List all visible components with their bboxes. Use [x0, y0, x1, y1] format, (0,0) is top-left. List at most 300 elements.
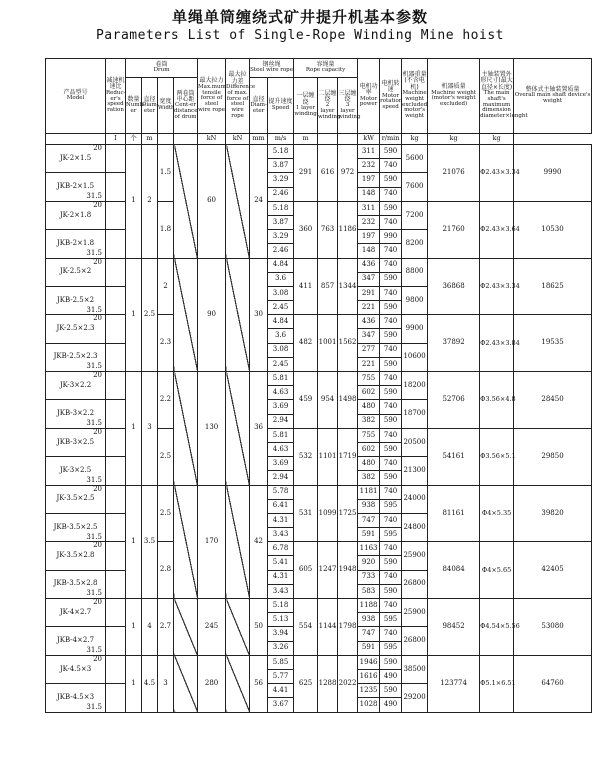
rotation-cell: 590 [380, 272, 402, 286]
rotation-cell: 595 [380, 528, 402, 542]
ratio-cell [106, 343, 126, 371]
drum-diameter: 2.5 [142, 258, 158, 372]
capacity-layer-2: 763 [318, 201, 338, 258]
power-cell: 347 [358, 272, 380, 286]
header-tension: 最大拉力 Max.mum tensile force of steel wire rope [198, 59, 226, 134]
rotation-cell: 740 [380, 457, 402, 471]
rotation-cell: 595 [380, 641, 402, 655]
speed-cell: 3.69 [268, 400, 294, 414]
header-layer-1: 一层缠绕 1 layer winding [294, 78, 318, 134]
table-row [46, 485, 592, 499]
drum-width: 2.5 [158, 485, 174, 542]
power-cell: 755 [358, 428, 380, 442]
drum-number: 1 [126, 485, 142, 599]
capacity-layer-2: 616 [318, 145, 338, 202]
machine-weight-cell: 9800 [402, 286, 428, 314]
model-ratio: 20 [93, 541, 102, 550]
power-cell: 197 [358, 230, 380, 244]
model-name: JK-4×2.7 [59, 607, 92, 616]
model-cell [46, 372, 106, 400]
max-tension: 90 [198, 258, 226, 372]
shaft-weight: 10530 [514, 201, 592, 258]
tension-diff [226, 372, 250, 486]
drum-center [174, 599, 198, 656]
rotation-cell: 590 [380, 556, 402, 570]
ratio-cell [106, 655, 126, 683]
model-cell [46, 513, 106, 541]
rotation-cell: 740 [380, 159, 402, 173]
power-cell: 436 [358, 258, 380, 272]
power-cell: 1616 [358, 669, 380, 683]
speed-cell: 3.6 [268, 329, 294, 343]
capacity-layer-1: 459 [294, 372, 318, 429]
drum-width: 2.7 [158, 599, 174, 656]
power-cell: 232 [358, 215, 380, 229]
model-cell [46, 315, 106, 343]
speed-cell: 5.13 [268, 613, 294, 627]
ratio-cell [106, 570, 126, 598]
shaft-dimension: Φ4×5.35 [480, 485, 514, 542]
machine-weight-total: 81161 [428, 485, 480, 542]
drum-center [174, 372, 198, 486]
speed-cell: 5.77 [268, 669, 294, 683]
rotation-cell: 590 [380, 201, 402, 215]
shaft-weight: 19535 [514, 315, 592, 372]
shaft-weight: 64760 [514, 655, 592, 712]
power-cell: 148 [358, 244, 380, 258]
speed-cell: 5.78 [268, 485, 294, 499]
unit-cell [338, 134, 358, 145]
header-drum-diameter: 直径 Diam-eter [142, 78, 158, 134]
model-ratio: 20 [93, 598, 102, 606]
page-title-cn: 单绳单筒缠绕式矿井提升机基本参数 [171, 8, 428, 26]
rotation-cell: 590 [380, 173, 402, 187]
rotation-cell: 590 [380, 684, 402, 698]
header-model: 产品型号 Model [46, 59, 106, 134]
model-cell [46, 684, 106, 712]
speed-cell: 3.67 [268, 698, 294, 712]
table-row [46, 655, 592, 669]
model-ratio: 31.5 [86, 419, 102, 428]
machine-weight-total: 98452 [428, 599, 480, 656]
power-cell: 277 [358, 343, 380, 357]
header-diff: 最大拉力差 Difference of max. force of steel wire rope [226, 59, 250, 134]
power-cell: 591 [358, 641, 380, 655]
speed-cell: 3.08 [268, 343, 294, 357]
header-drum: 卷筒 Drum [126, 59, 198, 78]
rotation-cell: 740 [380, 372, 402, 386]
capacity-layer-1: 411 [294, 258, 318, 315]
speed-cell: 4.31 [268, 513, 294, 527]
capacity-layer-3: 1948 [338, 542, 358, 599]
rotation-cell: 740 [380, 570, 402, 584]
shaft-weight: 28450 [514, 372, 592, 429]
machine-weight-cell: 8200 [402, 230, 428, 258]
model-name: JK-2.5×2.3 [56, 324, 95, 333]
power-cell: 291 [358, 286, 380, 300]
rope-diameter: 42 [250, 485, 268, 599]
header-layer-3: 三层缠绕 3 layer winding [338, 78, 358, 134]
rotation-cell: 590 [380, 414, 402, 428]
machine-weight-cell: 8800 [402, 258, 428, 286]
power-cell: 480 [358, 400, 380, 414]
machine-weight-cell: 9900 [402, 315, 428, 343]
capacity-layer-1: 360 [294, 201, 318, 258]
model-ratio: 20 [93, 144, 102, 152]
power-cell: 920 [358, 556, 380, 570]
power-cell: 602 [358, 386, 380, 400]
rotation-cell: 490 [380, 698, 402, 712]
power-cell: 221 [358, 357, 380, 371]
ratio-cell [106, 627, 126, 655]
rotation-cell: 590 [380, 471, 402, 485]
machine-weight-cell: 10600 [402, 343, 428, 371]
speed-cell: 2.46 [268, 187, 294, 201]
ratio-cell [106, 201, 126, 229]
model-name: JKB-4.5×3 [56, 692, 95, 701]
capacity-layer-1: 605 [294, 542, 318, 599]
machine-weight-cell: 7600 [402, 173, 428, 201]
table-row [46, 145, 592, 159]
rotation-cell: 590 [380, 301, 402, 315]
power-cell: 1028 [358, 698, 380, 712]
speed-cell: 5.81 [268, 372, 294, 386]
model-cell [46, 145, 106, 173]
rotation-cell: 590 [380, 442, 402, 456]
machine-weight-total: 54161 [428, 428, 480, 485]
model-cell [46, 457, 106, 485]
capacity-layer-3: 1498 [338, 372, 358, 429]
capacity-layer-1: 625 [294, 655, 318, 712]
speed-cell: 5.18 [268, 201, 294, 215]
rotation-cell: 590 [380, 584, 402, 598]
model-name: JKB-2×1.8 [56, 238, 95, 247]
capacity-layer-3: 1344 [338, 258, 358, 315]
header-capacity: 容绳量 Rope capacity [294, 59, 358, 78]
speed-cell: 3.43 [268, 584, 294, 598]
machine-weight-cell: 18200 [402, 372, 428, 400]
capacity-layer-3: 1725 [338, 485, 358, 542]
header-machine-weight: 机器重量(不含电机) Machine weight excluded motor's weight [402, 59, 428, 134]
capacity-layer-3: 2022 [338, 655, 358, 712]
table-row [46, 599, 592, 613]
tension-diff [226, 655, 250, 712]
speed-cell: 2.94 [268, 414, 294, 428]
page-title-en: Parameters List of Single-Rope Winding Mine hoist [95, 28, 504, 43]
capacity-layer-2: 1001 [318, 315, 338, 372]
rotation-cell: 740 [380, 542, 402, 556]
model-ratio: 20 [93, 484, 102, 493]
rotation-cell: 590 [380, 655, 402, 669]
rotation-cell: 590 [380, 329, 402, 343]
ratio-cell [106, 485, 126, 513]
capacity-layer-1: 291 [294, 145, 318, 202]
rotation-cell: 740 [380, 187, 402, 201]
speed-cell: 5.85 [268, 655, 294, 669]
speed-cell: 2.46 [268, 244, 294, 258]
model-ratio: 31.5 [86, 248, 102, 257]
ratio-cell [106, 400, 126, 428]
model-ratio: 31.5 [86, 702, 102, 711]
shaft-dimension: Φ3.56×5.1 [480, 428, 514, 485]
model-name: JK-4.5×3 [59, 664, 92, 673]
shaft-dimension: Φ2.43×3.34 [480, 145, 514, 202]
capacity-layer-2: 954 [318, 372, 338, 429]
machine-weight-cell: 29200 [402, 684, 428, 712]
speed-cell: 5.81 [268, 428, 294, 442]
machine-weight-cell: 38500 [402, 655, 428, 683]
ratio-cell [106, 173, 126, 201]
power-cell: 197 [358, 173, 380, 187]
model-ratio: 31.5 [86, 475, 102, 484]
rotation-cell: 740 [380, 513, 402, 527]
ratio-cell [106, 457, 126, 485]
unit-cell: kN [198, 134, 226, 145]
unit-cell [158, 134, 174, 145]
shaft-dimension: Φ4×5.65 [480, 542, 514, 599]
model-cell [46, 428, 106, 456]
power-cell: 1188 [358, 599, 380, 613]
model-cell [46, 542, 106, 570]
speed-cell: 6.41 [268, 499, 294, 513]
power-cell: 1235 [358, 684, 380, 698]
machine-weight-cell: 25900 [402, 542, 428, 570]
machine-weight-total: 21760 [428, 201, 480, 258]
power-cell: 583 [358, 584, 380, 598]
speed-cell: 4.84 [268, 258, 294, 272]
drum-center [174, 655, 198, 712]
drum-diameter: 2 [142, 145, 158, 259]
ratio-cell [106, 599, 126, 627]
machine-weight-cell: 18700 [402, 400, 428, 428]
model-ratio: 20 [93, 257, 102, 266]
unit-cell: kg [428, 134, 480, 145]
machine-weight-total: 84084 [428, 542, 480, 599]
rope-diameter: 50 [250, 599, 268, 656]
model-name: JKB-4×2.7 [56, 636, 95, 645]
capacity-layer-2: 1101 [318, 428, 338, 485]
rope-diameter: 36 [250, 372, 268, 486]
rope-diameter: 30 [250, 258, 268, 372]
rotation-cell: 740 [380, 627, 402, 641]
model-cell [46, 258, 106, 286]
machine-weight-cell: 24800 [402, 513, 428, 541]
capacity-layer-2: 857 [318, 258, 338, 315]
speed-cell: 4.63 [268, 442, 294, 456]
drum-width: 2.3 [158, 315, 174, 372]
ratio-cell [106, 230, 126, 258]
model-ratio: 31.5 [86, 362, 102, 371]
model-cell [46, 599, 106, 627]
speed-cell: 3.6 [268, 272, 294, 286]
table-row [46, 372, 592, 386]
unit-cell [318, 134, 338, 145]
header-speed: 提升速度 Speed [268, 78, 294, 134]
rotation-cell: 740 [380, 485, 402, 499]
drum-width: 2.8 [158, 542, 174, 599]
max-tension: 170 [198, 485, 226, 599]
model-name: JK-2×1.5 [59, 153, 92, 162]
unit-cell: kg [402, 134, 428, 145]
ratio-cell [106, 145, 126, 173]
drum-width: 1.5 [158, 145, 174, 202]
speed-cell: 2.45 [268, 301, 294, 315]
drum-number: 1 [126, 372, 142, 486]
speed-cell: 2.45 [268, 357, 294, 371]
speed-cell: 3.29 [268, 173, 294, 187]
table-row [46, 258, 592, 272]
rotation-cell: 595 [380, 613, 402, 627]
ratio-cell [106, 286, 126, 314]
power-cell: 436 [358, 315, 380, 329]
unit-cell: m [142, 134, 158, 145]
speed-cell: 4.41 [268, 684, 294, 698]
model-ratio: 20 [93, 314, 102, 323]
header-shaft-weight: 整体式主轴装置质量 Overall main shaft device's weight [514, 59, 592, 134]
header-layer-2: 二层缠绕 2 layer winding [318, 78, 338, 134]
model-cell [46, 230, 106, 258]
header-machine-weight-2: 机器质量 Machine weight (motor's weight excluded) [428, 59, 480, 134]
drum-diameter: 3 [142, 372, 158, 486]
machine-weight-cell: 26800 [402, 627, 428, 655]
rotation-cell: 590 [380, 357, 402, 371]
power-cell: 311 [358, 201, 380, 215]
shaft-dimension: Φ4.54×5.56 [480, 599, 514, 656]
tension-diff [226, 145, 250, 259]
power-cell: 382 [358, 414, 380, 428]
rotation-cell: 740 [380, 599, 402, 613]
drum-width: 2.5 [158, 428, 174, 485]
power-cell: 747 [358, 627, 380, 641]
machine-weight-cell: 5600 [402, 145, 428, 173]
max-tension: 245 [198, 599, 226, 656]
capacity-layer-2: 1247 [318, 542, 338, 599]
speed-cell: 4.84 [268, 315, 294, 329]
rotation-cell: 595 [380, 499, 402, 513]
power-cell: 1163 [358, 542, 380, 556]
shaft-weight: 9990 [514, 145, 592, 202]
model-cell [46, 400, 106, 428]
model-ratio: 20 [93, 200, 102, 209]
power-cell: 232 [358, 159, 380, 173]
shaft-weight: 18625 [514, 258, 592, 315]
speed-cell: 5.41 [268, 556, 294, 570]
rotation-cell: 740 [380, 244, 402, 258]
ratio-cell [106, 542, 126, 570]
unit-cell [174, 134, 198, 145]
unit-cell: kg [480, 134, 514, 145]
model-name: JKB-3×2.5 [56, 437, 95, 446]
machine-weight-cell: 20500 [402, 428, 428, 456]
ratio-cell [106, 258, 126, 286]
header-power: 电机功率 Motor power [358, 59, 380, 134]
header-ratio: 减速机速比 Reduc-er's speed ration [106, 59, 126, 134]
model-name: JK-2.5×2 [59, 267, 92, 276]
power-cell: 733 [358, 570, 380, 584]
model-ratio: 20 [93, 371, 102, 379]
speed-cell: 5.18 [268, 145, 294, 159]
model-ratio: 20 [93, 654, 102, 663]
power-cell: 148 [358, 187, 380, 201]
model-cell [46, 627, 106, 655]
ratio-cell [106, 684, 126, 712]
drum-number: 1 [126, 258, 142, 372]
drum-diameter: 3.5 [142, 485, 158, 599]
rotation-cell: 990 [380, 230, 402, 244]
drum-number: 1 [126, 145, 142, 259]
unit-cell: m [294, 134, 318, 145]
capacity-layer-1: 554 [294, 599, 318, 656]
power-cell: 591 [358, 528, 380, 542]
unit-cell: kN [226, 134, 250, 145]
model-ratio: 31.5 [86, 192, 102, 201]
model-cell [46, 485, 106, 513]
speed-cell: 3.69 [268, 457, 294, 471]
drum-width: 2 [158, 258, 174, 315]
machine-weight-cell: 7200 [402, 201, 428, 229]
power-cell: 747 [358, 513, 380, 527]
power-cell: 938 [358, 613, 380, 627]
speed-cell: 4.31 [268, 570, 294, 584]
speed-cell: 3.94 [268, 627, 294, 641]
unit-cell: 个 [126, 134, 142, 145]
unit-cell: I [106, 134, 126, 145]
rotation-cell: 740 [380, 343, 402, 357]
capacity-layer-1: 532 [294, 428, 318, 485]
model-name: JKB-3×2.2 [56, 409, 95, 418]
ratio-cell [106, 513, 126, 541]
rotation-cell: 590 [380, 386, 402, 400]
unit-cell: r/min [380, 134, 402, 145]
drum-width: 1.8 [158, 201, 174, 258]
speed-cell: 3.87 [268, 215, 294, 229]
machine-weight-cell: 26800 [402, 570, 428, 598]
power-cell: 938 [358, 499, 380, 513]
shaft-weight: 29850 [514, 428, 592, 485]
rotation-cell: 740 [380, 286, 402, 300]
power-cell: 221 [358, 301, 380, 315]
ratio-cell [106, 428, 126, 456]
drum-center [174, 485, 198, 599]
capacity-layer-3: 1186 [338, 201, 358, 258]
max-tension: 280 [198, 655, 226, 712]
rotation-cell: 490 [380, 669, 402, 683]
speed-cell: 3.87 [268, 159, 294, 173]
capacity-layer-1: 531 [294, 485, 318, 542]
unit-cell [46, 134, 106, 145]
power-cell: 1181 [358, 485, 380, 499]
shaft-weight: 53080 [514, 599, 592, 656]
rotation-cell: 740 [380, 315, 402, 329]
power-cell: 602 [358, 442, 380, 456]
model-name: JKB-2.5×2 [56, 295, 95, 304]
max-tension: 130 [198, 372, 226, 486]
max-tension: 60 [198, 145, 226, 259]
unit-cell: kW [358, 134, 380, 145]
rotation-cell: 590 [380, 145, 402, 159]
power-cell: 382 [358, 471, 380, 485]
model-cell [46, 655, 106, 683]
speed-cell: 3.08 [268, 286, 294, 300]
machine-weight-total: 52706 [428, 372, 480, 429]
capacity-layer-2: 1144 [318, 599, 338, 656]
power-cell: 1946 [358, 655, 380, 669]
capacity-layer-1: 482 [294, 315, 318, 372]
model-name: JKB-3.5×2.8 [53, 579, 98, 588]
speed-cell: 3.29 [268, 230, 294, 244]
model-ratio: 31.5 [86, 305, 102, 314]
rotation-cell: 740 [380, 428, 402, 442]
